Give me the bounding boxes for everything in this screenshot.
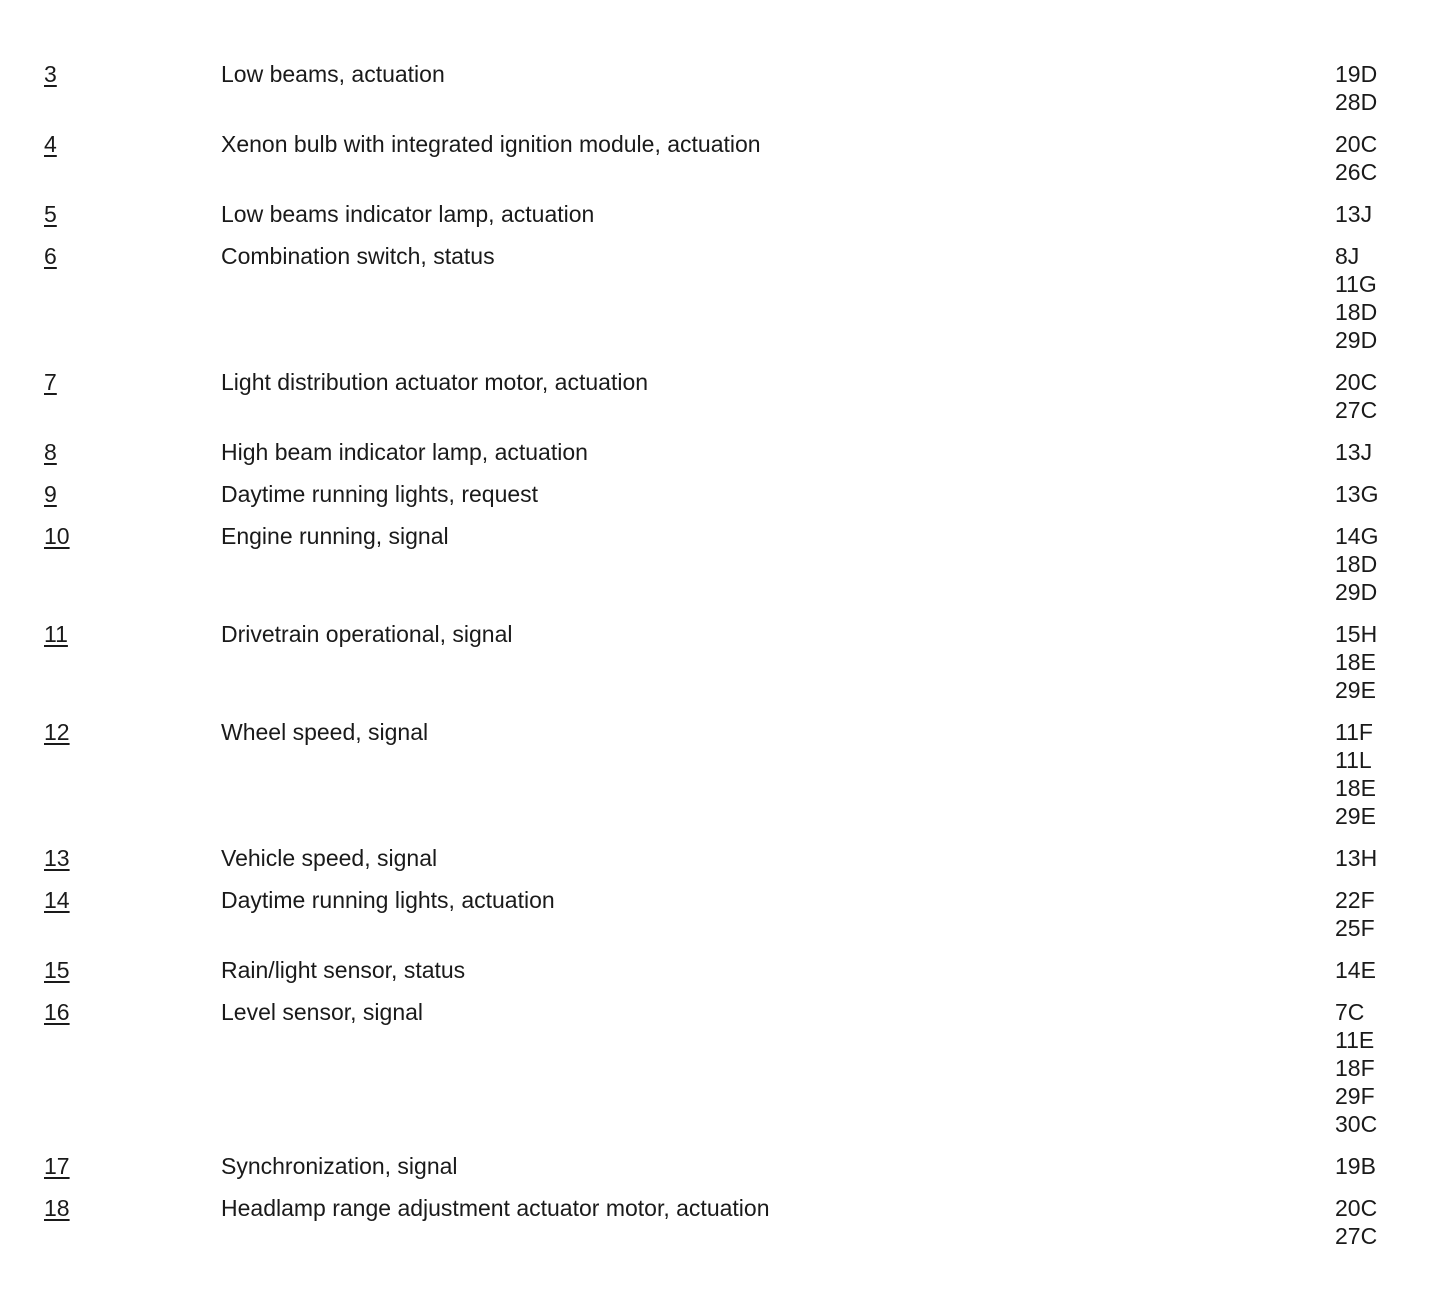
legend-grid-references <box>1335 522 1435 606</box>
grid-reference: 11F <box>1335 719 1373 745</box>
legend-number-cell <box>0 998 221 1026</box>
grid-reference: 13G <box>1335 481 1379 507</box>
legend-grid-references <box>1335 480 1435 508</box>
legend-description: Rain/light sensor, status <box>221 957 466 983</box>
legend-number-cell <box>0 242 221 270</box>
legend-number-cell <box>0 480 221 508</box>
legend-grid-references <box>1335 956 1435 984</box>
grid-reference: 19D <box>1335 61 1378 87</box>
grid-reference: 8J <box>1335 243 1360 269</box>
grid-reference: 18D <box>1335 551 1378 577</box>
legend-number-cell <box>0 620 221 648</box>
grid-reference: 29D <box>1335 579 1378 605</box>
legend-row <box>0 718 1440 830</box>
legend-grid-references <box>1335 1152 1435 1180</box>
grid-reference: 20C <box>1335 1195 1378 1221</box>
legend-number-cell <box>0 886 221 914</box>
legend-row <box>0 130 1440 186</box>
grid-reference: 27C <box>1335 1223 1378 1249</box>
legend-number-cell <box>0 522 221 550</box>
grid-reference: 29F <box>1335 1083 1375 1109</box>
grid-reference: 18D <box>1335 299 1378 325</box>
legend-row <box>0 200 1440 228</box>
legend-number-link[interactable]: 5 <box>44 201 57 227</box>
legend-number-link[interactable]: 9 <box>44 481 57 507</box>
grid-reference: 29E <box>1335 677 1376 703</box>
grid-reference: 29D <box>1335 327 1378 353</box>
legend-grid-references <box>1335 844 1435 872</box>
grid-reference: 11G <box>1335 271 1377 297</box>
legend-number-link[interactable]: 4 <box>44 131 57 157</box>
legend-grid-references <box>1335 438 1435 466</box>
legend-number-link[interactable]: 6 <box>44 243 57 269</box>
legend-number-link[interactable]: 17 <box>44 1153 70 1179</box>
legend-description: Level sensor, signal <box>221 999 424 1025</box>
grid-reference: 7C <box>1335 999 1365 1025</box>
legend-number-cell <box>0 60 221 88</box>
legend-grid-references <box>1335 200 1435 228</box>
legend-grid-references <box>1335 620 1435 704</box>
legend-description: Wheel speed, signal <box>221 719 429 745</box>
grid-reference: 20C <box>1335 369 1378 395</box>
legend-number-cell <box>0 368 221 396</box>
legend-number-cell <box>0 130 221 158</box>
legend-row <box>0 242 1440 354</box>
grid-reference: 14E <box>1335 957 1376 983</box>
legend-number-link[interactable]: 15 <box>44 957 70 983</box>
legend-row <box>0 1152 1440 1180</box>
legend-number-link[interactable]: 13 <box>44 845 70 871</box>
legend-row <box>0 1194 1440 1250</box>
legend-description: Light distribution actuator motor, actuation <box>221 369 649 395</box>
legend-number-link[interactable]: 7 <box>44 369 57 395</box>
legend-row <box>0 844 1440 872</box>
grid-reference: 28D <box>1335 89 1378 115</box>
legend-description: Daytime running lights, actuation <box>221 887 555 913</box>
legend-description: Daytime running lights, request <box>221 481 539 507</box>
legend-row <box>0 886 1440 942</box>
legend-number-link[interactable]: 18 <box>44 1195 70 1221</box>
legend-description: Engine running, signal <box>221 523 449 549</box>
legend-row <box>0 956 1440 984</box>
legend-grid-references <box>1335 998 1435 1138</box>
legend-number-link[interactable]: 10 <box>44 523 70 549</box>
legend-row <box>0 620 1440 704</box>
legend-row <box>0 480 1440 508</box>
grid-reference: 11E <box>1335 1027 1375 1053</box>
grid-reference: 13J <box>1335 439 1373 465</box>
legend-description: Low beams indicator lamp, actuation <box>221 201 595 227</box>
grid-reference: 11L <box>1335 747 1372 773</box>
legend-grid-references <box>1335 60 1435 116</box>
legend-description: High beam indicator lamp, actuation <box>221 439 588 465</box>
legend-grid-references <box>1335 1194 1435 1250</box>
grid-reference: 13J <box>1335 201 1373 227</box>
legend-number-link[interactable]: 14 <box>44 887 70 913</box>
legend-description: Drivetrain operational, signal <box>221 621 513 647</box>
legend-number-cell <box>0 200 221 228</box>
legend-grid-references <box>1335 368 1435 424</box>
legend-number-cell <box>0 844 221 872</box>
grid-reference: 18E <box>1335 775 1376 801</box>
legend-description: Headlamp range adjustment actuator motor, actuation <box>221 1195 770 1221</box>
grid-reference: 20C <box>1335 131 1378 157</box>
legend-number-link[interactable]: 12 <box>44 719 70 745</box>
grid-reference: 25F <box>1335 915 1375 941</box>
grid-reference: 18E <box>1335 649 1376 675</box>
legend-number-cell <box>0 718 221 746</box>
legend-row <box>0 522 1440 606</box>
legend-number-link[interactable]: 3 <box>44 61 57 87</box>
legend-table <box>0 60 1440 1264</box>
legend-number-cell <box>0 1152 221 1180</box>
legend-grid-references <box>1335 242 1435 354</box>
legend-grid-references <box>1335 718 1435 830</box>
legend-number-link[interactable]: 16 <box>44 999 70 1025</box>
grid-reference: 26C <box>1335 159 1378 185</box>
legend-description: Synchronization, signal <box>221 1153 458 1179</box>
grid-reference: 27C <box>1335 397 1378 423</box>
legend-number-link[interactable]: 11 <box>44 621 68 647</box>
legend-number-link[interactable]: 8 <box>44 439 57 465</box>
grid-reference: 15H <box>1335 621 1378 647</box>
legend-description: Low beams, actuation <box>221 61 445 87</box>
grid-reference: 30C <box>1335 1111 1378 1137</box>
legend-grid-references <box>1335 886 1435 942</box>
grid-reference: 18F <box>1335 1055 1375 1081</box>
legend-description: Combination switch, status <box>221 243 495 269</box>
legend-number-cell <box>0 1194 221 1222</box>
legend-grid-references <box>1335 130 1435 186</box>
legend-row <box>0 368 1440 424</box>
grid-reference: 22F <box>1335 887 1375 913</box>
grid-reference: 29E <box>1335 803 1376 829</box>
legend-row <box>0 438 1440 466</box>
legend-number-cell <box>0 438 221 466</box>
legend-row <box>0 998 1440 1138</box>
legend-description: Vehicle speed, signal <box>221 845 438 871</box>
grid-reference: 13H <box>1335 845 1378 871</box>
legend-description: Xenon bulb with integrated ignition module, actuation <box>221 131 761 157</box>
legend-row <box>0 60 1440 116</box>
grid-reference: 14G <box>1335 523 1379 549</box>
legend-number-cell <box>0 956 221 984</box>
grid-reference: 19B <box>1335 1153 1376 1179</box>
